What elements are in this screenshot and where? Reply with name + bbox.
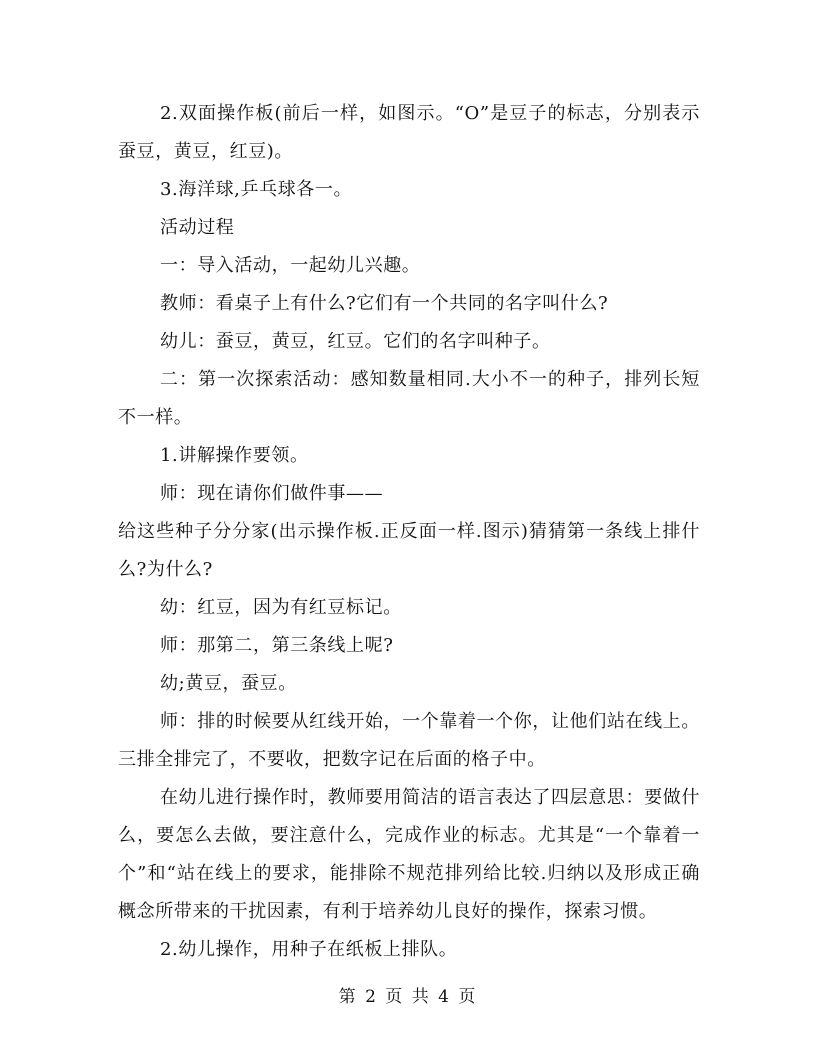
paragraph: 2.双面操作板(前后一样，如图示。“O”是豆子的标志，分别表示蚕豆，黄豆，红豆)。 [118, 103, 700, 162]
paragraph: 2.幼儿操作，用种子在纸板上排队。 [160, 939, 458, 960]
paragraph: 师：排的时候要从红线开始，一个靠着一个你，让他们站在线上。三排全排完了，不要收，把数字记在后面的格子中。 [118, 711, 700, 770]
paragraph: 一：导入活动，一起幼儿兴趣。 [160, 255, 421, 276]
paragraph: 3.海洋球,乒乓球各一。 [160, 179, 353, 200]
paragraph: 给这些种子分分家(出示操作板.正反面一样.图示)猜猜第一条线上排什么?为什么? [118, 521, 700, 580]
page-number-footer: 第 2 页 共 4 页 [338, 987, 478, 1007]
paragraph: 幼儿：蚕豆，黄豆，红豆。它们的名字叫种子。 [160, 331, 551, 352]
paragraph: 在幼儿进行操作时，教师要用简洁的语言表达了四层意思：要做什么，要怎么去做，要注意什么，完成作业的标志。尤其是“一个靠着一个”和“站在线上的要求，能排除不规范排列给比较.归纳以及形成正确概念所带来的干扰因素，有利于培养幼儿良好的操作，探索习惯。 [118, 787, 700, 922]
section-heading: 活动过程 [160, 217, 235, 238]
paragraph: 师：那第二，第三条线上呢? [160, 635, 394, 656]
paragraph: 师：现在请你们做件事—— [160, 483, 384, 504]
paragraph: 教师：看桌子上有什么?它们有一个共同的名字叫什么? [160, 293, 609, 314]
paragraph: 1.讲解操作要领。 [160, 445, 309, 466]
paragraph: 幼：红豆，因为有红豆标记。 [160, 597, 402, 618]
paragraph: 二：第一次探索活动：感知数量相同.大小不一的种子，排列长短不一样。 [118, 369, 700, 428]
paragraph: 幼;黄豆，蚕豆。 [160, 673, 297, 694]
document-body [118, 95, 700, 969]
